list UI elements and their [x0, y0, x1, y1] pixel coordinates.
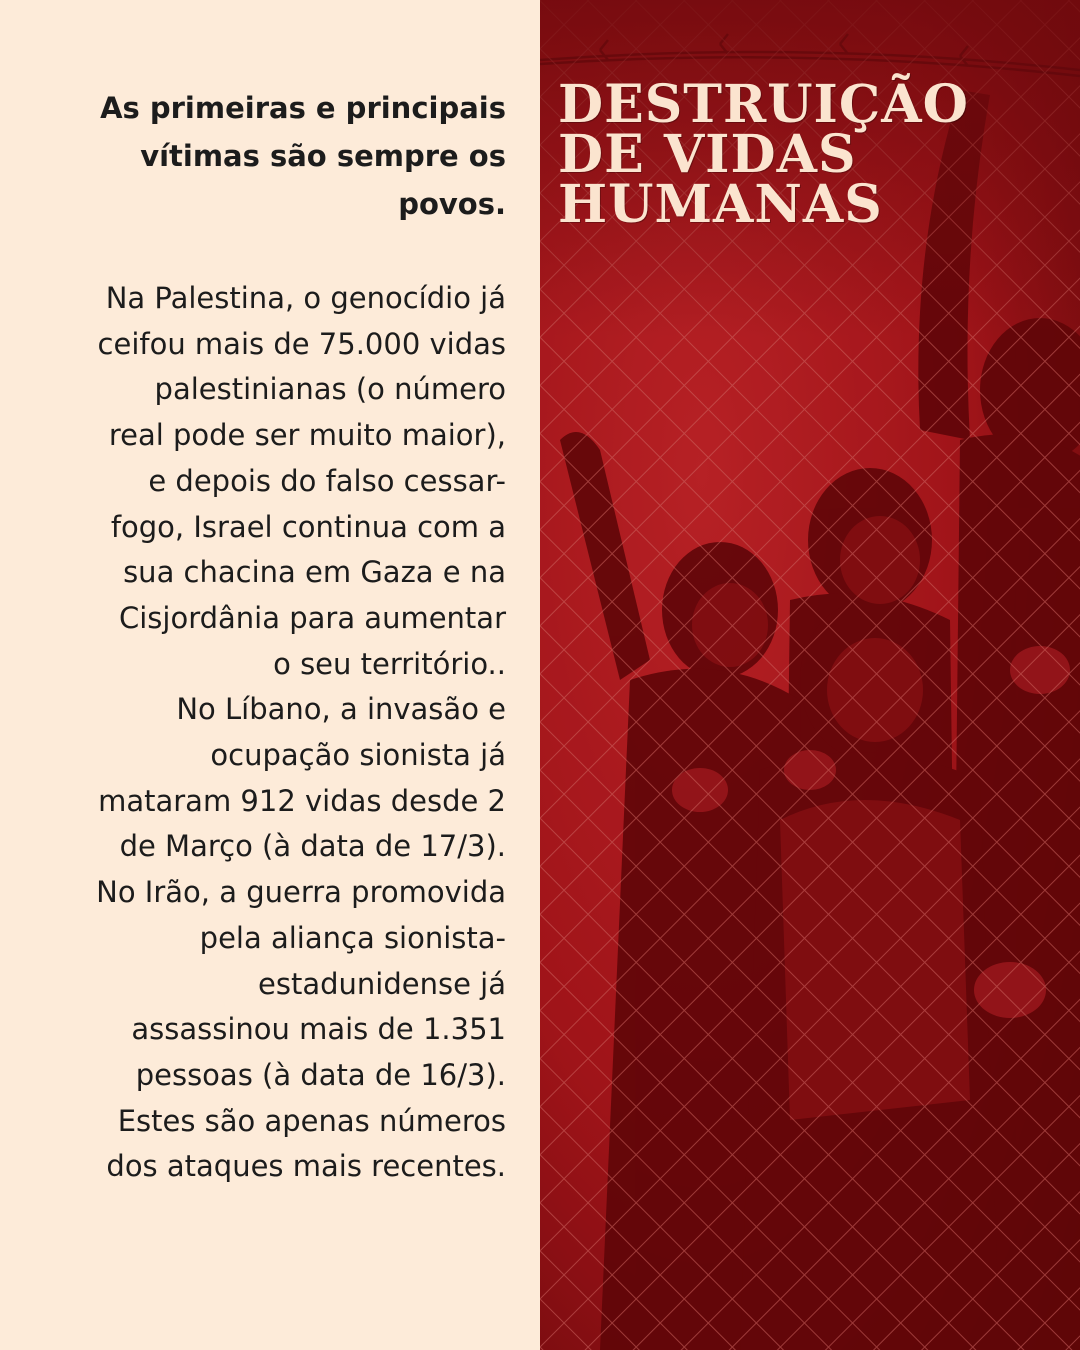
body-line: de Março (à data de 17/3). [119, 829, 506, 864]
body-paragraph [26, 276, 506, 1190]
lead-line: vítimas são sempre os [140, 139, 506, 173]
lead-paragraph [26, 84, 506, 228]
lead-line: As primeiras e principais [100, 91, 506, 125]
body-line: pela aliança sionista- [199, 920, 506, 955]
headline-line: DESTRUIÇÃO [558, 74, 969, 135]
body-line: sua chacina em Gaza e na [123, 555, 506, 590]
body-line: No Líbano, a invasão e [176, 692, 506, 727]
body-line: pessoas (à data de 16/3). [135, 1057, 506, 1092]
body-line: palestinianas (o número [154, 372, 506, 407]
body-line: mataram 912 vidas desde 2 [98, 783, 506, 818]
body-line: fogo, Israel continua com a [110, 509, 506, 544]
body-line: e depois do falso cessar- [148, 463, 506, 498]
body-line: Cisjordânia para aumentar [118, 600, 506, 635]
article-text [26, 84, 506, 1190]
body-line: o seu território.. [273, 646, 506, 681]
headline [558, 74, 969, 235]
body-line: estadunidense já [258, 966, 506, 1001]
body-line: Na Palestina, o genocídio já [105, 281, 506, 315]
body-line: assassinou mais de 1.351 [131, 1012, 506, 1047]
photo-panel [540, 0, 1080, 1350]
headline-line: DE VIDAS [558, 124, 857, 185]
body-line: Estes são apenas números [117, 1103, 506, 1138]
body-line: ceifou mais de 75.000 vidas [97, 326, 506, 361]
headline-line: HUMANAS [558, 174, 883, 235]
body-line: No Irão, a guerra promovida [96, 875, 506, 910]
body-line: real pode ser muito maior), [108, 418, 506, 453]
body-line: dos ataques mais recentes. [106, 1149, 506, 1184]
lead-line: povos. [398, 187, 506, 221]
body-line: ocupação sionista já [210, 738, 506, 773]
